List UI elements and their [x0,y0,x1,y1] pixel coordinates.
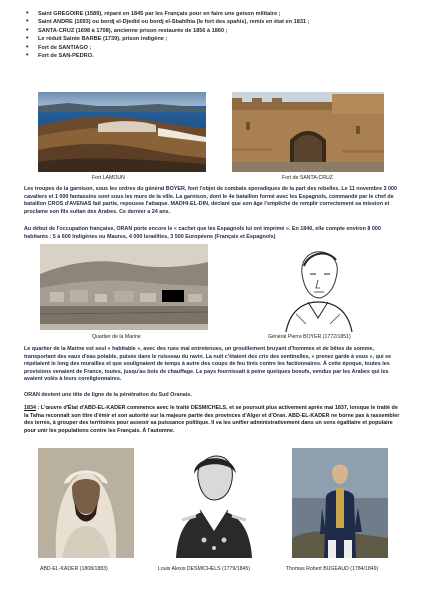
caption-general-boyer: Général Pierre BOYER (1772/1851) [268,334,351,340]
sepia-photo-portrait-image [38,448,134,558]
list-item: • Saint ANDRE (1693) ou bordj el-Djedid ou bordj el-Sbahlhia (le fort des spahis), remis en état en 1831 ; [24,18,404,26]
portrait-desmichels [164,448,264,558]
list-item: • Le réduit Sainte BARBE (1739), prison indigène ; [24,35,404,43]
sepia-town-image [40,244,208,330]
fortress-wall-image [232,92,384,172]
caption-bugeaud: Thomas Robert BUGEAUD (1784/1849) [286,566,379,572]
year-1834: 1834 [24,405,36,411]
photo-fort-santa-cruz [232,92,384,172]
portrait-abd-el-kader [38,448,134,558]
engraving-portrait-image [164,448,264,558]
photo-quartier-marine [40,244,208,330]
paragraph-oran-population: Au début de l'occupation française, ORAN porte encore le « cachet que les Espagnols lui ont imprimé ». En 1840, elle compte environ 8 000 habitants : 5 à 600 Indigènes ou Maures, 4 000 Israélites, 3 500 Européens (Français et Espagnols) [24,226,381,240]
paragraph-abd-el-kader [24,405,402,435]
caption-desmichels: Louis Alexis DESMICHELS (1779/1845) [158,566,250,572]
list-item: • Fort de SAN-PEDRO. [24,52,404,60]
list-item: • Saint GREGOIRE (1589), réparé en 1845 par les Français pour en faire une geison militaire ; [24,10,404,18]
caption-fort-lamoun: Fort LAMOUN [92,175,125,181]
fort-list [24,10,404,60]
engraving-portrait-image [266,244,370,332]
caption-abd-el-kader: ABD-EL-KADER (1808/1883) [40,566,108,572]
paragraph-abd-el-kader-text: : L'œuvre d'État d'ABD-EL-KADER commence avec le traité DESMICHELS, et se poursuit plus activement après mai 1837, lorsque le traité de la Tafna reconnaît son titre d'émir et son autorité sur la majeure partie des provinces d'Alger et d'Oran. ABD-EL-KADER ne borne pas à rassembler des terres, à grouper des territoires pour asseoir sa puissance politique. Il va les unifier administrativement dans un sens égalitaire et populaire pour unir les populations contre les Français. À l'automne. [24,405,400,434]
portrait-bugeaud [292,448,388,558]
painted-portrait-image [292,448,388,558]
photo-fort-lamoun [38,92,206,172]
list-item: • SANTA-CRUZ (1698 à 1708), ancienne prison restaurée de 1856 à 1860 ; [24,27,404,35]
paragraph-oran-sud: ORAN devient une tête de ligne de la pénétration du Sud Oranais. [24,392,192,398]
paragraph-quartier-marine: Le quartier de la Marine est seul « habitable », avec des rues mal entretenues, un grouillement bruyant d'hommes et de bêtes de somme, transportant des eaux d'eau potable, puisée dans le ruisseau du ravin. La nuit c'étaient des cris des sentinelles, « prenez garde à vous », qui se répétaient le long des murailles et que soulignaient de temps à autre des coups de feu tirés contre les factionnaires. À cette époque, toutes les provisions venaient de France, toutes, jusqu'au bois de chauffage. Le pays fournissait à peine quelques boeufs, vendus par les Arabes qui les avaient volés à leurs coreligionnaires. [24,346,392,383]
portrait-general-boyer [266,244,370,332]
list-item: • Fort de SANTIAGO ; [24,44,404,52]
caption-quartier-marine: Quartier de la Marine [92,334,141,340]
coast-landscape-image [38,92,206,172]
paragraph-garrison: Les troupes de la garnison, sous les ordres du général BOYER, font l'objet de combats sporadiques de la part des rebelles. Le 11 novembre 3 000 cavaliers et 1 000 fantassins sont sous les murs de la ville. La garnison, dont le 4e bataillon formé avec les Espagnols, commandé par le chef de bataillon CROS d'AVENAS fait partie, repousse l'attaque. MADHI-EL-DIN, déclaré que son âge l'empêche de remplir correctement sa mission et proclame son fils sultan des Arabes. Ce dernier a 24 ans. [24,186,398,215]
caption-fort-santa-cruz: Fort de SANTA-CRUZ [282,175,333,181]
